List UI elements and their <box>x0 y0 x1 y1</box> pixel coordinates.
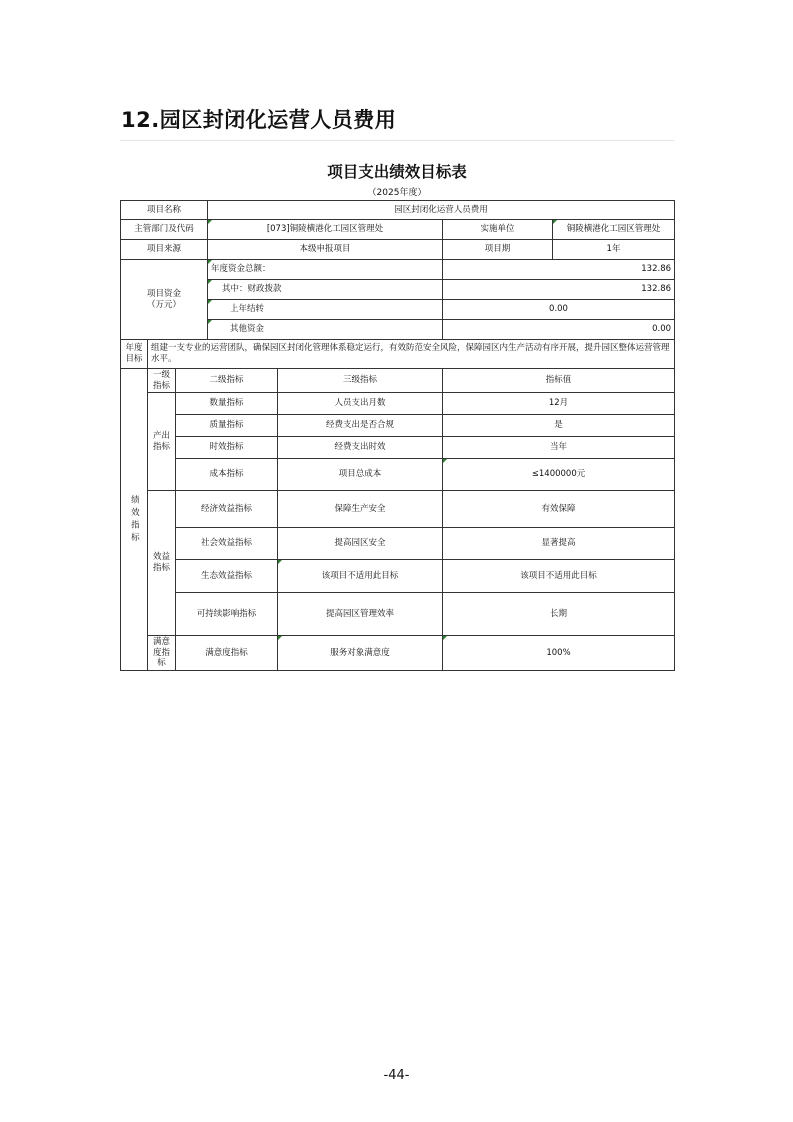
table-row <box>121 437 675 459</box>
period-label: 项目期 <box>443 240 553 260</box>
funds-total-label: 年度资金总额： <box>208 260 443 280</box>
table-row <box>121 491 675 528</box>
table-row <box>121 459 675 491</box>
output-value: ≤1400000元 <box>443 459 675 491</box>
benefit-value: 长期 <box>443 593 675 636</box>
row-project-name <box>121 201 675 220</box>
benefit-level2: 可持续影响指标 <box>176 593 278 636</box>
row-indicator-header <box>121 369 675 393</box>
funds-label: 项目资金 （万元） <box>121 260 208 340</box>
output-level3: 经费支出是否合规 <box>278 415 443 437</box>
table-title: 项目支出绩效目标表 <box>327 163 467 181</box>
table-row <box>121 415 675 437</box>
table-row <box>121 560 675 593</box>
benefit-value: 有效保障 <box>443 491 675 528</box>
table-subtitle: （2025年度） <box>367 188 427 198</box>
section-heading: 12.园区封闭化运营人员费用 <box>121 108 397 132</box>
funds-fiscal-label: 其中：财政拨款 <box>208 280 443 300</box>
output-level3: 人员支出月数 <box>278 393 443 415</box>
output-indicators-label: 产出指标 <box>148 393 176 491</box>
header-value: 指标值 <box>443 369 675 393</box>
row-source <box>121 240 675 260</box>
sheet-top-rule <box>120 140 674 159</box>
output-value: 12月 <box>443 393 675 415</box>
benefit-level3: 提高园区管理效率 <box>278 593 443 636</box>
row-department <box>121 220 675 240</box>
funds-carryover-label: 上年结转 <box>208 300 443 320</box>
department-label: 主管部门及代码 <box>121 220 208 240</box>
source-label: 项目来源 <box>121 240 208 260</box>
satisfaction-level2: 满意度指标 <box>176 636 278 671</box>
benefit-value: 该项目不适用此目标 <box>443 560 675 593</box>
output-level3: 经费支出时效 <box>278 437 443 459</box>
benefit-level2: 生态效益指标 <box>176 560 278 593</box>
benefit-value: 显著提高 <box>443 528 675 560</box>
annual-goal-text: 组建一支专业的运营团队，确保园区封闭化管理体系稳定运行，有效防范安全风险，保障园区内生产活动有序开展，提升园区整体运营管理水平。 <box>148 340 675 369</box>
output-value: 当年 <box>443 437 675 459</box>
annual-goal-label: 年度目标 <box>121 340 148 369</box>
row-annual-goal <box>121 340 675 369</box>
department-value: [073]铜陵横港化工园区管理处 <box>208 220 443 240</box>
benefit-level3: 保障生产安全 <box>278 491 443 528</box>
source-value: 本级申报项目 <box>208 240 443 260</box>
table-row <box>121 636 675 671</box>
implementer-label: 实施单位 <box>443 220 553 240</box>
funds-total-value: 132.86 <box>443 260 675 280</box>
satisfaction-value: 100% <box>443 636 675 671</box>
header-level2: 二级指标 <box>176 369 278 393</box>
project-name-value: 园区封闭化运营人员费用 <box>208 201 675 220</box>
implementer-value: 铜陵横港化工园区管理处 <box>553 220 675 240</box>
output-level3: 项目总成本 <box>278 459 443 491</box>
satisfaction-level3: 服务对象满意度 <box>278 636 443 671</box>
benefit-level3: 该项目不适用此目标 <box>278 560 443 593</box>
header-level3: 三级指标 <box>278 369 443 393</box>
funds-other-value: 0.00 <box>443 320 675 340</box>
satisfaction-indicators-label: 满意度指标 <box>148 636 176 671</box>
performance-table <box>120 200 675 671</box>
funds-carryover-value: 0.00 <box>443 300 675 320</box>
benefit-level2: 经济效益指标 <box>176 491 278 528</box>
table-row <box>121 593 675 636</box>
output-value: 是 <box>443 415 675 437</box>
funds-fiscal-value: 132.86 <box>443 280 675 300</box>
table-row <box>121 528 675 560</box>
benefit-indicators-label: 效益指标 <box>148 491 176 636</box>
benefit-level3: 提高园区安全 <box>278 528 443 560</box>
output-level2: 数量指标 <box>176 393 278 415</box>
table-row <box>121 393 675 415</box>
output-level2: 成本指标 <box>176 459 278 491</box>
project-name-label: 项目名称 <box>121 201 208 220</box>
output-level2: 质量指标 <box>176 415 278 437</box>
period-value: 1年 <box>553 240 675 260</box>
benefit-level2: 社会效益指标 <box>176 528 278 560</box>
header-level1: 一级指标 <box>148 369 176 393</box>
page-number: -44- <box>383 1068 410 1083</box>
row-funds-total <box>121 260 675 280</box>
performance-indicators-label: 绩效指标 <box>121 369 148 671</box>
output-level2: 时效指标 <box>176 437 278 459</box>
funds-other-label: 其他资金 <box>208 320 443 340</box>
